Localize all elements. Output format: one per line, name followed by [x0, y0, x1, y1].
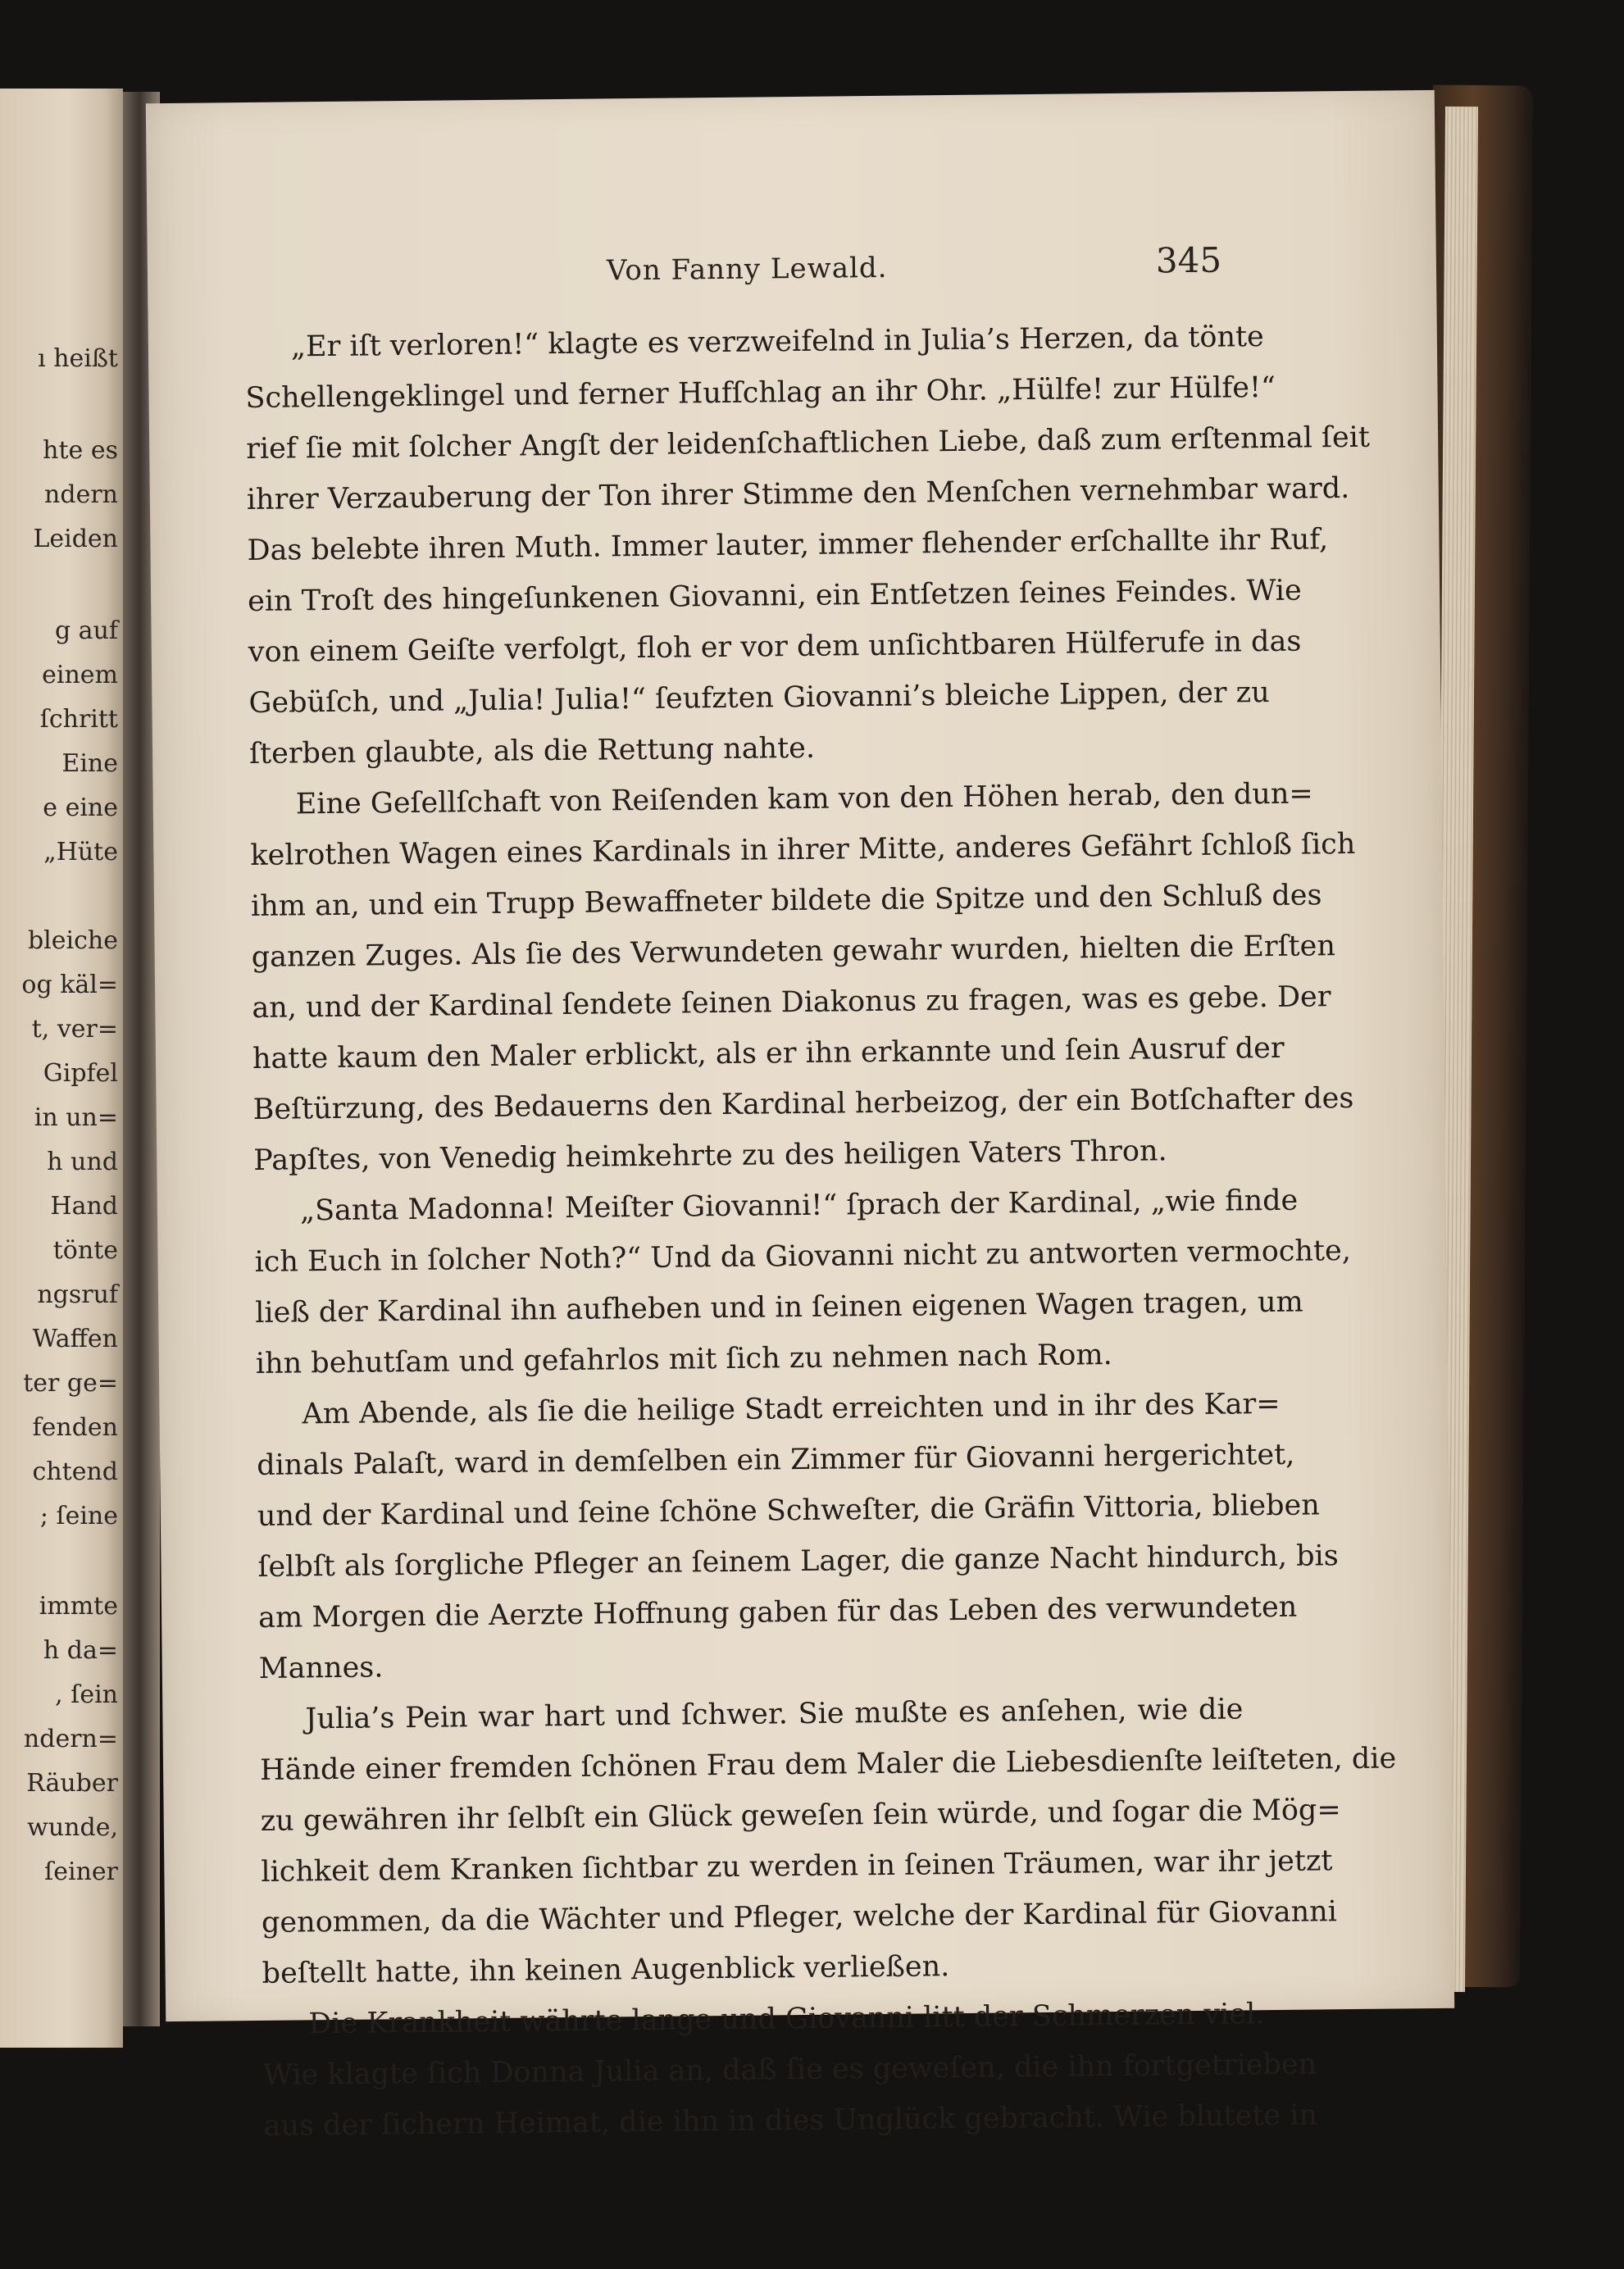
left-page-fragment: ndern= — [23, 1725, 118, 1753]
text-line: am Morgen die Aerzte Hoffnung gaben für das Leben des verwundeten — [257, 1590, 1298, 1635]
text-line: an, und der Kardinal ſendete ſeinen Diakonus zu fragen, was es gebe. Der — [252, 980, 1331, 1025]
text-line: „Er iſt verloren!“ klagte es verzweifelnd in Julia’s Herzen, da tönte — [290, 321, 1264, 364]
left-page-fragment: ndern — [44, 480, 118, 509]
left-page-fragment: t, ver= — [31, 1015, 118, 1044]
left-page-fragment: e eine — [43, 793, 118, 822]
text-line: ihm an, und ein Trupp Bewaffneter bildete die Spitze und den Schluß des — [250, 879, 1322, 924]
left-page-fragment: g auf — [54, 616, 118, 645]
left-page-fragment: Räuber — [26, 1769, 118, 1798]
text-line: „Santa Madonna! Meiſter Giovanni!“ ſprach der Kardinal, „wie finde — [299, 1184, 1299, 1228]
left-page-fragment: wunde, — [27, 1813, 118, 1842]
text-line: ließ der Kardinal ihn aufheben und in ſeinen eigenen Wagen tragen, um — [255, 1285, 1303, 1330]
text-line: rief ſie mit ſolcher Angſt der leidenſchaftlichen Liebe, daß zum erſtenmal ſeit — [246, 421, 1371, 466]
left-page-fragment: in un= — [34, 1103, 118, 1132]
text-line: Die Krankheit währte lange und Giovanni litt der Schmerzen viel. — [308, 1998, 1265, 2041]
left-page-fragment: ngsruf — [37, 1280, 118, 1309]
text-line: Mannes. — [258, 1651, 384, 1685]
text-line: ich Euch in ſolcher Noth?“ Und da Giovanni nicht zu antworten vermochte, — [254, 1234, 1352, 1279]
text-line: genommen, da die Wächter und Pfleger, welche der Kardinal für Giovanni — [261, 1895, 1338, 1939]
text-line: ihrer Verzauberung der Ton ihrer Stimme den Menſchen vernehmbar ward. — [246, 471, 1350, 517]
text-line: Papſtes, von Venedig heimkehrte zu des heiligen Vaters Thron. — [253, 1134, 1167, 1177]
left-page-fragment: Leiden — [33, 525, 118, 553]
left-page-fragment: og käl= — [21, 971, 118, 999]
left-page-fragment: hte es — [43, 436, 118, 465]
text-line: aus der ſichern Heimat, die ihn in dies Unglück gebracht. Wie blutete in — [263, 2098, 1318, 2143]
body-text — [245, 311, 1397, 2151]
text-line: Beſtürzung, des Bedauerns den Kardinal herbeizog, der ein Botſchafter des — [252, 1081, 1354, 1126]
text-line: dinals Palaſt, ward in demſelben ein Zimmer für Giovanni hergerichtet, — [256, 1438, 1295, 1482]
text-line: ſelbſt als ſorgliche Pfleger an ſeinem Lager, die ganze Nacht hindurch, bis — [257, 1539, 1339, 1584]
text-line: Schellengeklingel und ferner Hufſchlag an ihr Ohr. „Hülfe! zur Hülfe!“ — [245, 371, 1276, 416]
left-page-fragment: Gipfel — [43, 1059, 118, 1088]
left-page-fragment: bleiche — [27, 926, 118, 955]
left-page-fragment: fenden — [32, 1413, 118, 1442]
header-title: Von Fanny Lewald. — [606, 251, 888, 288]
left-page-fragment: einem — [42, 661, 118, 689]
text-line: Wie klagte ſich Donna Julia an, daß ſie es geweſen, die ihn fortgetrieben — [262, 2048, 1317, 2092]
left-page-fragment: Hand — [50, 1192, 118, 1221]
text-line: Das belebte ihren Muth. Immer lauter, immer flehender erſchallte ihr Ruf, — [247, 523, 1329, 568]
text-line: zu gewähren ihr ſelbſt ein Glück geweſen ſein würde, und ſogar die Mög= — [260, 1794, 1341, 1838]
text-line: Gebüſch, und „Julia! Julia!“ ſeufzten Giovanni’s bleiche Lippen, der zu — [248, 675, 1270, 721]
text-line: und der Kardinal und ſeine ſchöne Schweſter, die Gräfin Vittoria, blieben — [257, 1489, 1320, 1533]
left-page-fragment: ſchritt — [39, 705, 118, 734]
left-page — [0, 89, 123, 2048]
left-page-fragment: , ſein — [55, 1680, 118, 1709]
text-line: ſterben glaubte, als die Rettung nahte. — [248, 731, 816, 771]
text-line: ihn behutſam und gefahrlos mit ſich zu nehmen nach Rom. — [255, 1339, 1112, 1380]
page-number: 345 — [1155, 239, 1222, 281]
text-line: lichkeit dem Kranken ſichtbar zu werden in ſeinen Träumen, war ihr jetzt — [261, 1844, 1333, 1889]
left-page-fragment: ſeiner — [44, 1857, 118, 1886]
right-page — [146, 90, 1454, 2143]
text-line: Eine Geſellſchaft von Reiſenden kam von den Höhen herab, den dun= — [295, 777, 1313, 821]
left-page-fragment: „Hüte — [43, 838, 118, 866]
left-page-fragment: immte — [39, 1592, 118, 1621]
text-line: Am Abende, als ſie die heilige Stadt erreichten und in ihr des Kar= — [302, 1387, 1281, 1431]
left-page-fragment: tönte — [52, 1236, 118, 1265]
text-line: hatte kaum den Maler erblickt, als er ihn erkannte und ſein Ausruf der — [252, 1031, 1285, 1075]
left-page-fragment: Waffen — [32, 1325, 118, 1353]
left-page-fragment: h und — [47, 1148, 118, 1176]
left-page-fragment: ; ſeine — [39, 1502, 118, 1530]
text-line: von einem Geiſte verfolgt, floh er vor dem unſichtbaren Hülferufe in das — [248, 625, 1302, 670]
text-line: Hände einer fremden ſchönen Frau dem Maler die Liebesdienſte leiſteten, die — [259, 1742, 1397, 1787]
left-page-fragment: h da= — [43, 1636, 118, 1665]
text-line: Julia’s Pein war hart und ſchwer. Sie mußte es anſehen, wie die — [305, 1693, 1244, 1736]
text-line: ganzen Zuges. Als ſie des Verwundeten gewahr wurden, hielten die Erſten — [251, 930, 1336, 975]
left-page-fragment: ı heißt — [38, 344, 118, 373]
text-line: kelrothen Wagen eines Kardinals in ihrer Mitte, anderes Gefährt ſchloß ſich — [250, 827, 1356, 873]
text-line: ein Troſt des hingeſunkenen Giovanni, ein Entſetzen ſeines Feindes. Wie — [247, 574, 1302, 619]
left-page-fragment: Eine — [61, 749, 118, 778]
left-page-fragment: chtend — [32, 1457, 118, 1486]
left-page-fragment: ter ge= — [23, 1369, 118, 1398]
running-head — [148, 239, 1436, 288]
text-line: beſtellt hatte, ihn keinen Augenblick verließen. — [262, 1950, 950, 1990]
